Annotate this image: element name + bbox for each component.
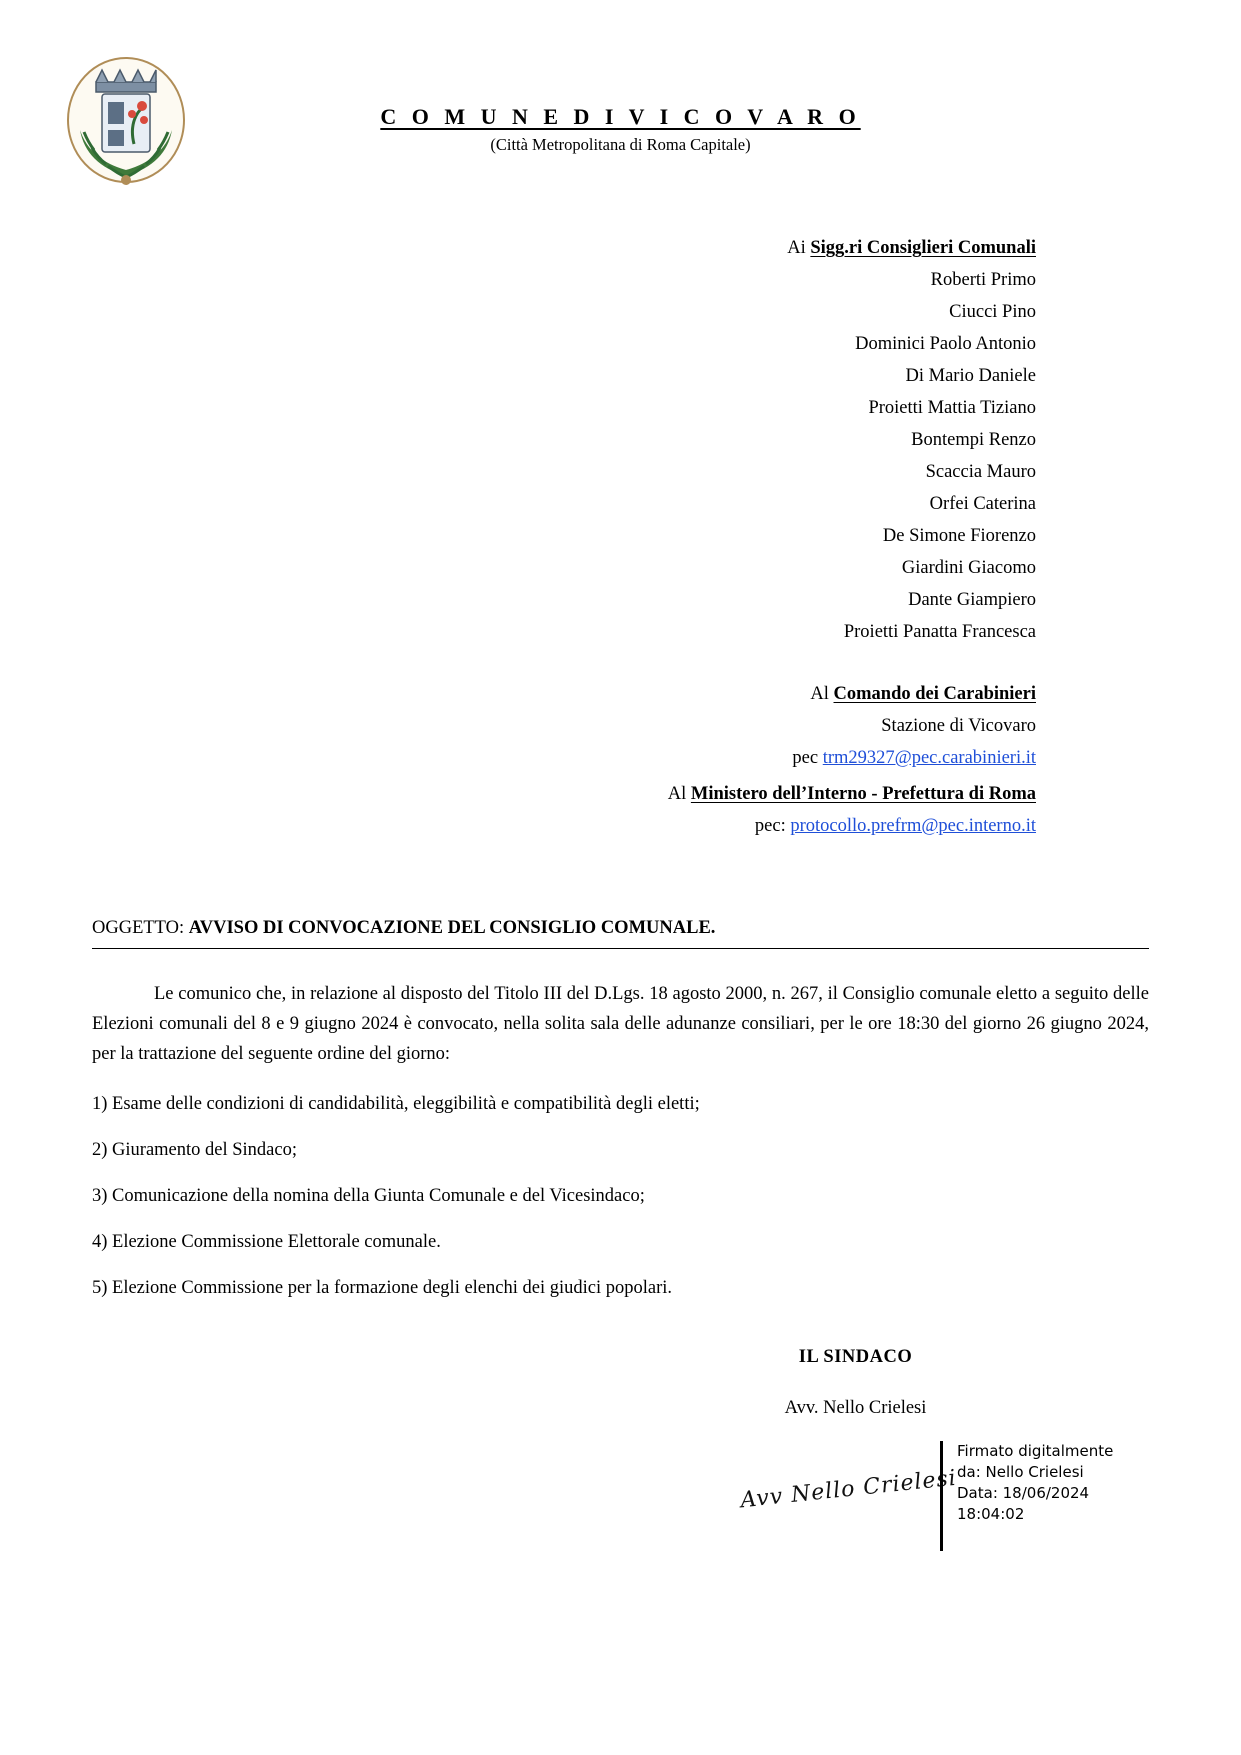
list-item: 4) Elezione Commissione Elettorale comunale. <box>92 1232 441 1252</box>
addressee-carabinieri-heading <box>0 678 1036 710</box>
addressee-carabinieri-station: Stazione di Vicovaro <box>881 716 1036 736</box>
digital-signature-line1: Firmato digitalmente <box>957 1442 1114 1460</box>
list-item: Dominici Paolo Antonio <box>855 334 1036 354</box>
addressee-carabinieri-prefix: Al <box>810 684 834 704</box>
page-subtitle: (Città Metropolitana di Roma Capitale) <box>490 135 751 154</box>
subject-label: OGGETTO: <box>92 918 189 938</box>
list-item: Orfei Caterina <box>929 494 1036 514</box>
carabinieri-pec-link[interactable]: trm29327@pec.carabinieri.it <box>822 748 1036 768</box>
handwritten-signature: Avv Nello Crielesi <box>739 1465 958 1514</box>
divider <box>92 948 1149 949</box>
addressee-ministero-title: Ministero dell’Interno - Prefettura di Roma <box>690 784 1036 804</box>
list-item: Giardini Giacomo <box>901 558 1036 578</box>
digital-signature-line4: 18:04:02 <box>957 1505 1025 1523</box>
list-item: Di Mario Daniele <box>905 366 1036 386</box>
list-item: Dante Giampiero <box>908 590 1036 610</box>
addressee-ministero-prefix: Al <box>667 784 691 804</box>
signature-area <box>0 1441 1241 1571</box>
list-item: 5) Elezione Commissione per la formazione degli elenchi dei giudici popolari. <box>92 1278 673 1298</box>
list-item: Proietti Panatta Francesca <box>843 622 1036 642</box>
list-item: Proietti Mattia Tiziano <box>868 398 1036 418</box>
ministero-pec-link[interactable]: protocollo.prefrm@pec.interno.it <box>790 816 1036 836</box>
list-item: 3) Comunicazione della nomina della Giunta Comunale e del Vicesindaco; <box>92 1186 645 1206</box>
addressee-council-title: Sigg.ri Consiglieri Comunali <box>810 238 1036 258</box>
addressee-council-heading <box>0 232 1036 264</box>
signature-name: Avv. Nello Crielesi <box>784 1398 927 1418</box>
pec-label: pec <box>792 748 823 768</box>
document-body <box>0 979 1241 1303</box>
addressee-carabinieri-pec <box>0 742 1036 774</box>
digital-signature-line2: da: Nello Crielesi <box>957 1463 1084 1481</box>
addressee-block <box>0 232 1241 842</box>
list-item: 2) Giuramento del Sindaco; <box>92 1140 297 1160</box>
document-header <box>0 0 1241 170</box>
addressee-council-prefix: Ai <box>787 238 811 258</box>
addressee-ministero-heading <box>0 778 1036 810</box>
list-item: Roberti Primo <box>930 270 1036 290</box>
page-title: C O M U N E D I V I C O V A R O <box>380 104 861 129</box>
list-item: Bontempi Renzo <box>911 430 1036 450</box>
digital-signature-stamp <box>940 1441 1113 1551</box>
header-titles <box>0 104 1241 155</box>
subject-line <box>92 918 1149 939</box>
digital-signature-line3: Data: 18/06/2024 <box>957 1484 1090 1502</box>
signature-block <box>0 1347 1241 1419</box>
list-item: Scaccia Mauro <box>925 462 1036 482</box>
body-paragraph: Le comunico che, in relazione al disposto del Titolo III del D.Lgs. 18 agosto 2000, n. 267, il Consiglio comunale eletto a seguito delle Elezioni comunali del 8 e 9 giugno 2024 è convocato, nella solita sala delle adunanze consiliari, per le ore 18:30 del giorno 26 giugno 2024, per la trattazione del seguente ordine del giorno: <box>92 984 1149 1064</box>
pec-label: pec: <box>754 816 791 836</box>
list-item: 1) Esame delle condizioni di candidabilità, eleggibilità e compatibilità degli eletti; <box>92 1094 700 1114</box>
list-item: De Simone Fiorenzo <box>882 526 1036 546</box>
subject-text: AVVISO DI CONVOCAZIONE DEL CONSIGLIO COMUNALE. <box>188 918 716 938</box>
spacer <box>0 648 1036 678</box>
list-item: Ciucci Pino <box>949 302 1036 322</box>
subject-block <box>0 918 1241 949</box>
agenda-list <box>92 1089 1149 1303</box>
addressee-carabinieri-title: Comando dei Carabinieri <box>833 684 1036 704</box>
signature-title: IL SINDACO <box>798 1347 913 1367</box>
addressee-ministero-pec <box>0 810 1036 842</box>
